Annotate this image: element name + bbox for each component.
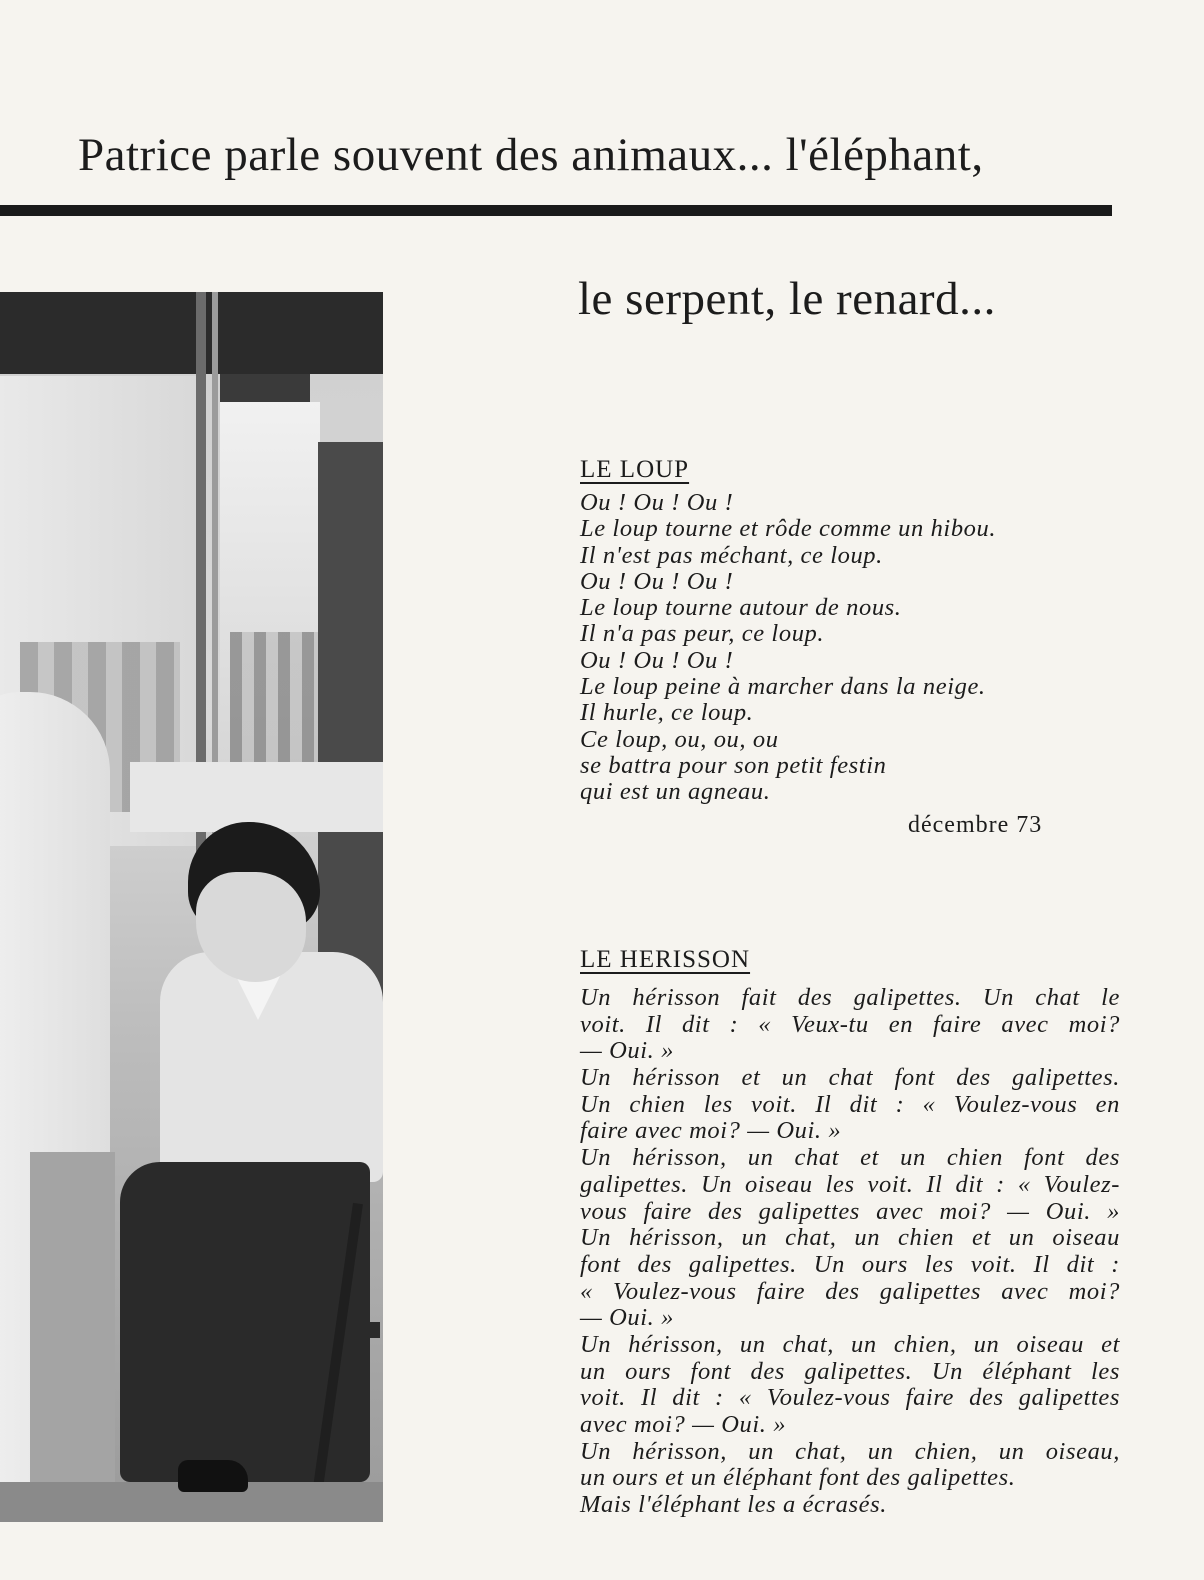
poem-le-herisson bbox=[580, 943, 1120, 1519]
poem-title: LE HERISSON bbox=[580, 946, 751, 973]
poem-line: Il n'est pas méchant, ce loup. bbox=[580, 541, 883, 569]
poem-line: font des galipettes. Un ours les voit. Il dit : bbox=[580, 1250, 1120, 1278]
poem-line: un ours font des galipettes. Un éléphant les bbox=[580, 1357, 1120, 1385]
horizontal-rule bbox=[0, 205, 1112, 216]
photo-shoe bbox=[178, 1460, 248, 1492]
poem-line: Un hérisson, un chat, un chien, un oiseau et bbox=[580, 1330, 1120, 1358]
photo-lintel-detail bbox=[220, 374, 310, 404]
poem-title: LE LOUP bbox=[580, 456, 690, 483]
poem-line: « Voulez-vous faire des galipettes avec moi? bbox=[580, 1277, 1120, 1305]
poem-line: Un hérisson fait des galipettes. Un chat le bbox=[580, 984, 1120, 1011]
poem-line: avec moi? — Oui. » bbox=[580, 1411, 787, 1438]
page-subheadline: le serpent, le renard... bbox=[578, 273, 996, 325]
poem-line: un ours et un éléphant font des galipettes. bbox=[580, 1464, 1016, 1492]
poem-line: Il hurle, ce loup. bbox=[580, 699, 754, 727]
poem-line: Le loup peine à marcher dans la neige. bbox=[580, 673, 986, 701]
poem-lines bbox=[580, 490, 996, 806]
poem-line: Un hérisson, un chat et un chien font des bbox=[580, 1144, 1120, 1172]
poem-line: voit. Il dit : « Veux-tu en faire avec moi? bbox=[580, 1010, 1120, 1038]
poem-line: Ou ! Ou ! Ou ! bbox=[580, 646, 734, 674]
poem-line: — Oui. » bbox=[580, 1304, 674, 1332]
poem-line: Ou ! Ou ! Ou ! bbox=[580, 567, 734, 595]
poem-line: vous faire des galipettes avec moi? — Oui. » bbox=[580, 1197, 1120, 1225]
poem-line: Ce loup, ou, ou, ou bbox=[580, 725, 779, 753]
poem-line: Le loup tourne autour de nous. bbox=[580, 594, 902, 622]
photo-person-left-leg bbox=[30, 1152, 115, 1522]
poem-line: Il n'a pas peur, ce loup. bbox=[580, 620, 825, 648]
poem-line: Mais l'éléphant les a écrasés. bbox=[580, 1491, 887, 1519]
poem-line: Un hérisson et un chat font des galipettes. bbox=[580, 1064, 1120, 1092]
poem-line: Un hérisson, un chat, un chien et un oiseau bbox=[580, 1224, 1120, 1252]
poem-line: Ou ! Ou ! Ou ! bbox=[580, 489, 734, 516]
poem-line: se battra pour son petit festin bbox=[580, 751, 887, 779]
photograph-boy-seated bbox=[0, 292, 383, 1522]
poem-date: décembre 73 bbox=[908, 812, 1043, 838]
poem-line: voit. Il dit : « Voulez-vous faire des galipettes bbox=[580, 1384, 1120, 1412]
poem-line: qui est un agneau. bbox=[580, 778, 771, 806]
poem-line: Un hérisson, un chat, un chien, un oiseau, bbox=[580, 1437, 1120, 1465]
poem-line: faire avec moi? — Oui. » bbox=[580, 1117, 842, 1145]
photo-window-lintel bbox=[0, 292, 383, 374]
poem-lines bbox=[580, 985, 1120, 1519]
poem-line: galipettes. Un oiseau les voit. Il dit : « Voulez- bbox=[580, 1170, 1120, 1198]
poem-le-loup bbox=[580, 455, 996, 806]
poem-line: Le loup tourne et rôde comme un hibou. bbox=[580, 515, 997, 543]
poem-line: Un chien les voit. Il dit : « Voulez-vous en bbox=[580, 1090, 1120, 1118]
page-headline: Patrice parle souvent des animaux... l'éléphant, bbox=[78, 129, 984, 181]
poem-line: — Oui. » bbox=[580, 1037, 674, 1065]
